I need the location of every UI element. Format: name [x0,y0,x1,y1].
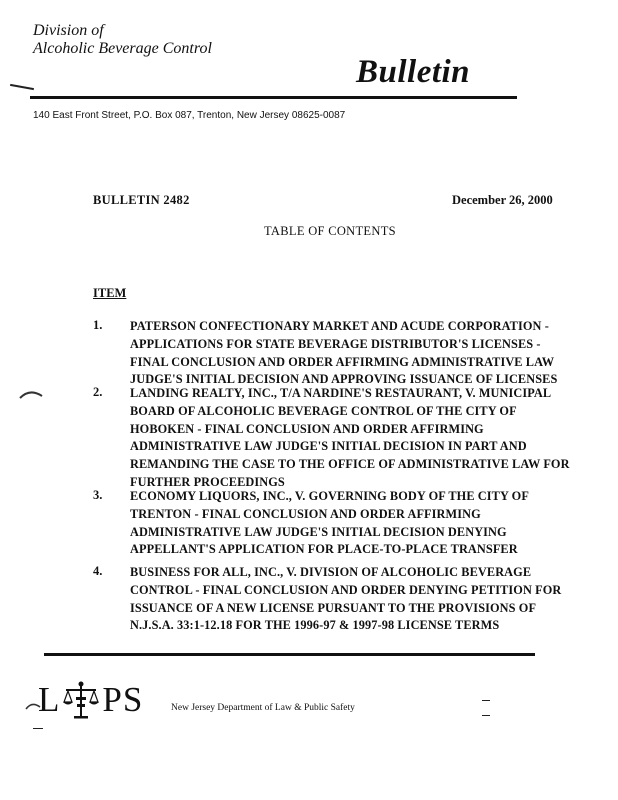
item-number: 4. [93,564,103,578]
scan-mark [482,715,490,716]
division-line-1: Division of [33,22,104,39]
header-rule [30,96,517,99]
scan-mark [10,84,34,90]
bulletin-title: Bulletin [356,54,471,90]
item-line: TRENTON - FINAL CONCLUSION AND ORDER AFFIRMING [130,506,481,521]
item-line: CONTROL - FINAL CONCLUSION AND ORDER DENYING PETITION FOR [130,582,562,597]
item-number: 3. [93,488,103,502]
item-line: BOARD OF ALCOHOLIC BEVERAGE CONTROL OF THE CITY OF [130,403,517,418]
scan-mark-icon [18,388,44,400]
item-line: REMANDING THE CASE TO THE OFFICE OF ADMINISTRATIVE LAW FOR [130,457,570,472]
item-line: ECONOMY LIQUORS, INC., V. GOVERNING BODY OF THE CITY OF [130,489,529,503]
item-line: LANDING REALTY, INC., T/A NARDINE'S RESTAURANT, V. MUNICIPAL [130,386,552,400]
address-line: 140 East Front Street, P.O. Box 087, Trenton, New Jersey 08625-0087 [33,110,346,121]
division-line-2: Alcoholic Beverage Control [33,40,212,57]
item-line: ADMINISTRATIVE LAW JUDGE'S INITIAL DECISION DENYING [130,524,507,539]
scales-of-justice-icon [62,680,100,720]
bulletin-number: BULLETIN 2482 [93,193,190,207]
bulletin-date: December 26, 2000 [452,193,553,207]
item-text [130,385,570,492]
item-line: FURTHER PROCEEDINGS [130,474,285,489]
item-line: N.J.S.A. 33:1-12.18 FOR THE 1996-97 & 1997-98 LICENSE TERMS [130,618,500,633]
scan-mark [33,728,43,729]
item-line: PATERSON CONFECTIONARY MARKET AND ACUDE CORPORATION - [130,319,549,333]
item-text [130,318,570,389]
item-text [130,488,570,559]
item-number: 2. [93,385,103,399]
item-number: 1. [93,318,103,332]
item-line: APPLICATIONS FOR STATE BEVERAGE DISTRIBUTOR'S LICENSES - [130,336,541,351]
item-line: HOBOKEN - FINAL CONCLUSION AND ORDER AFFIRMING [130,421,484,436]
lps-logo [38,680,143,720]
item-line: ISSUANCE OF A NEW LICENSE PURSUANT TO THE PROVISIONS OF [130,600,537,615]
item-line: FINAL CONCLUSION AND ORDER AFFIRMING ADMINISTRATIVE LAW [130,354,555,369]
logo-letters-ps: PS [102,680,144,719]
item-text [130,564,570,635]
department-name: New Jersey Department of Law & Public Safety [171,703,355,713]
logo-letter-l: L [38,680,61,719]
item-heading: ITEM [93,286,127,300]
item-line: APPELLANT'S APPLICATION FOR PLACE-TO-PLACE TRANSFER [130,542,518,557]
item-line: BUSINESS FOR ALL, INC., V. DIVISION OF ALCOHOLIC BEVERAGE [130,565,532,579]
scan-mark [482,700,490,701]
division-name [33,22,212,58]
toc-title: TABLE OF CONTENTS [264,224,396,238]
footer-rule [44,653,535,656]
item-line: ADMINISTRATIVE LAW JUDGE'S INITIAL DECISION IN PART AND [130,439,527,454]
item-line: JUDGE'S INITIAL DECISION AND APPROVING ISSUANCE OF LICENSES [130,372,558,387]
